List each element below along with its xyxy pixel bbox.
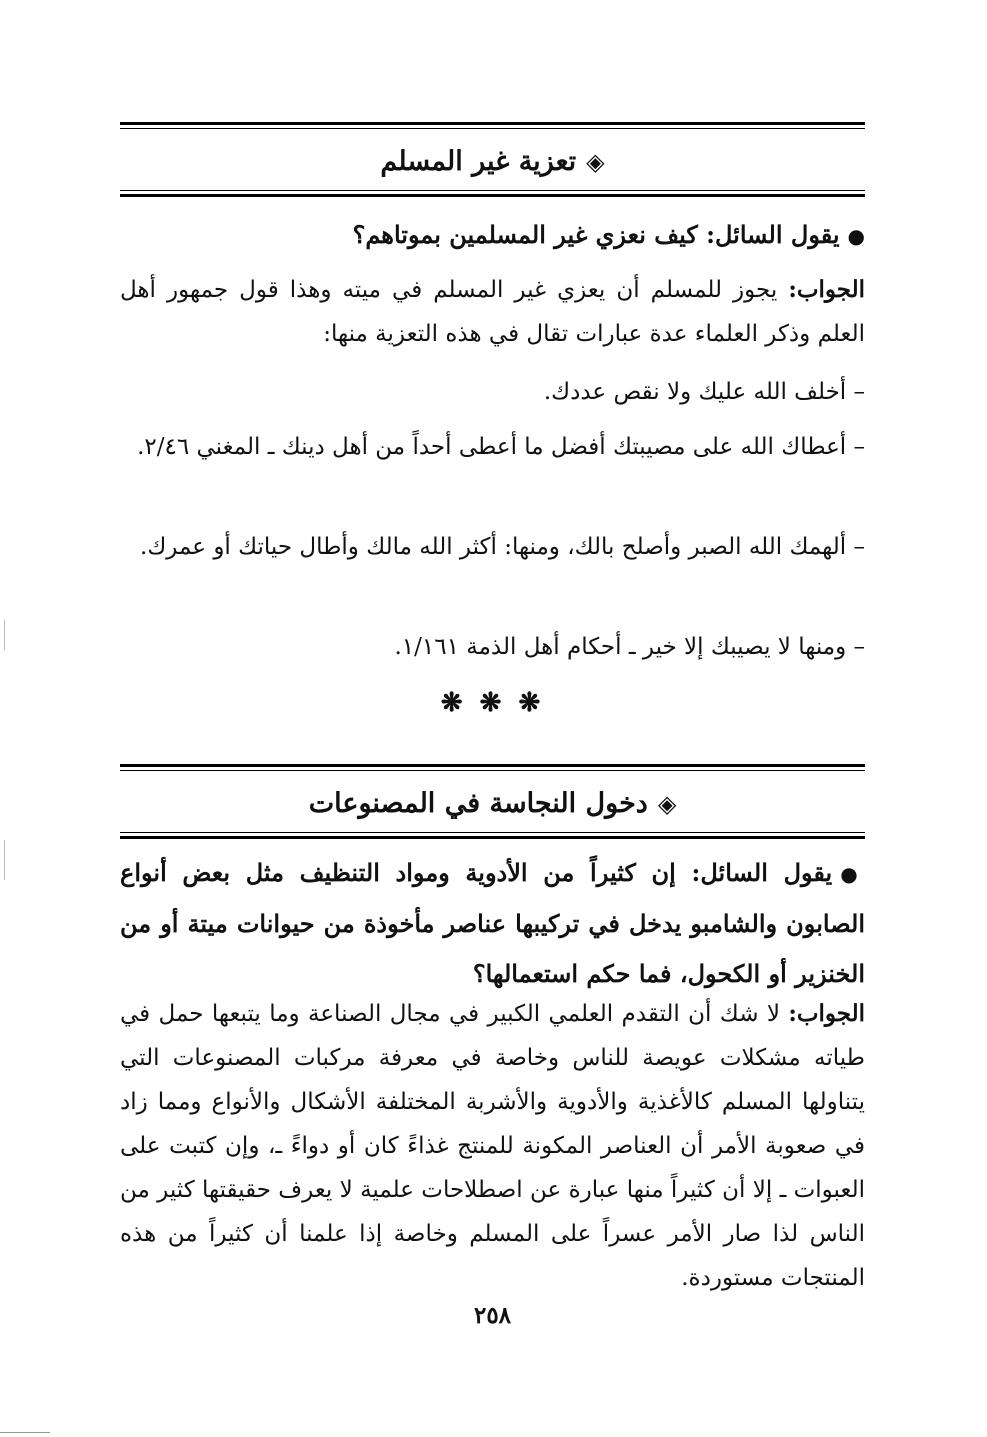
list-item-text: – ومنها لا يصيبك إلا خير ـ أحكام أهل الذمة ١/١٦١. <box>394 634 865 660</box>
separator-stars: ❋ ❋ ❋ <box>440 688 545 718</box>
book-page <box>120 0 865 1437</box>
margin-mark <box>4 840 5 880</box>
list-item-text: – أخلف الله عليك ولا نقص عددك. <box>543 379 865 405</box>
section-title-text: تعزية غير المسلم <box>380 145 577 177</box>
section-title <box>120 774 865 832</box>
list-item-text: – ألهمك الله الصبر وأصلح بالك، ومنها: أكثر الله مالك وأطال حياتك أو عمرك. <box>140 534 865 560</box>
section-heading-1 <box>120 122 865 200</box>
page-number: ٢٥٨ <box>473 1302 512 1329</box>
answer-label: الجواب: <box>788 1000 865 1027</box>
bullet-icon: ● <box>840 862 866 886</box>
list-item <box>120 625 865 669</box>
section-title <box>120 132 865 190</box>
answer-1 <box>120 268 865 356</box>
question-text: يقول السائل: كيف نعزي غير المسلمين بموتاهم؟ <box>352 220 840 249</box>
list-item-text: – أعطاك الله على مصيبتك أفضل ما أعطى أحداً من أهل دينك ـ المغني ٢/٤٦. <box>137 434 865 460</box>
list-item <box>120 370 865 414</box>
list-item <box>120 525 865 569</box>
section-heading-2 <box>120 764 865 842</box>
heading-rule-top <box>120 122 865 132</box>
diamond-icon: ◈ <box>657 788 677 818</box>
heading-rule-bottom <box>120 190 865 200</box>
heading-rule-bottom <box>120 832 865 842</box>
margin-mark <box>4 620 5 650</box>
answer-text: لا شك أن التقدم العلمي الكبير في مجال الصناعة وما يتبعها حمل في طياته مشكلات عويصة للناس وخاصة في معرفة مركبات المصنوعات التي يتناولها المسلم كالأغذية والأدوية والأشربة المختلفة الأشكال والأنواع ومما زاد في صعوبة الأمر أن العناصر المكونة للمنتج غذاءً كان أو دواءً ـ، وإن كتبت على العبوات ـ إلا أن كثيراً منها عبارة عن اصطلاحات علمية لا يعرف حقيقتها كثير من الناس لذا صار الأمر عسراً على المسلم وخاصة إذا علمنا أن كثيراً من هذه المنتجات مستوردة. <box>120 1001 865 1291</box>
answer-text: يجوز للمسلم أن يعزي غير المسلم في ميته وهذا قول جمهور أهل العلم وذكر العلماء عدة عبارات تقال في هذه التعزية منها: <box>120 277 865 347</box>
answer-label: الجواب: <box>788 276 865 303</box>
bullet-icon: ● <box>847 224 865 248</box>
diamond-icon: ◈ <box>586 146 605 176</box>
heading-rule-top <box>120 764 865 774</box>
question-text: يقول السائل: إن كثيراً من الأدوية ومواد التنظيف مثل بعض أنواع الصابون والشامبو يدخل في تركيبها عناصر مأخوذة من حيوانات ميتة أو من الخنزير أو الكحول، فما حكم استعمالها؟ <box>120 858 865 988</box>
question-2 <box>120 848 865 999</box>
list-item <box>120 425 865 469</box>
question-1 <box>120 210 865 261</box>
section-title-text: دخول النجاسة في المصنوعات <box>308 787 648 819</box>
footer-mark <box>0 1432 50 1433</box>
answer-2 <box>120 992 865 1300</box>
